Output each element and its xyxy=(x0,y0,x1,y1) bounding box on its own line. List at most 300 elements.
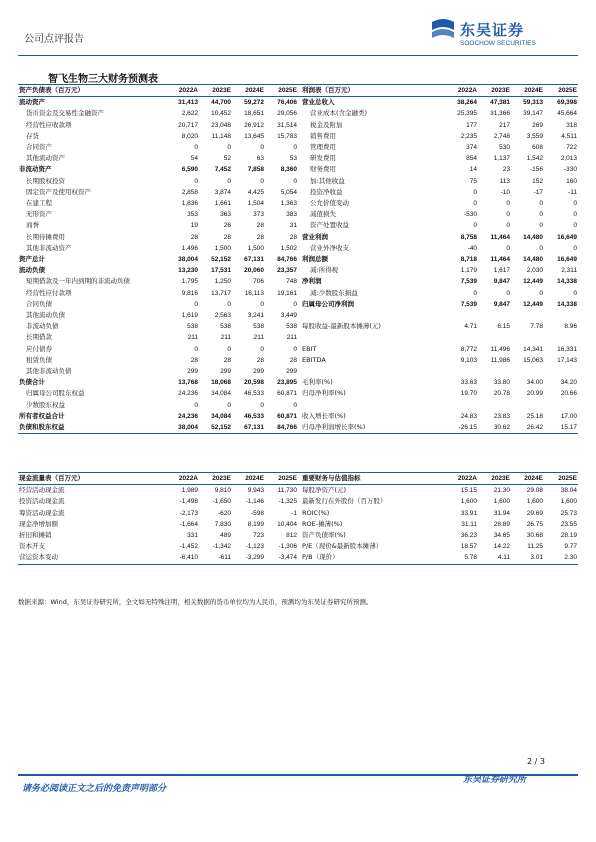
table-cell: 11,464 xyxy=(490,256,510,264)
table-cell: 0 xyxy=(506,211,510,219)
column-header: 2024E xyxy=(245,475,264,482)
table-cell: 0 xyxy=(194,345,198,353)
table-cell: 13,645 xyxy=(244,132,264,140)
table-cell: 0 xyxy=(473,222,477,230)
table-cell: 0 xyxy=(293,401,297,409)
table-cell: 1,496 xyxy=(181,244,198,252)
table-cell: 0 xyxy=(260,177,264,185)
table-cell: -156 xyxy=(529,166,543,174)
table-cell: 无形资产 xyxy=(26,210,52,219)
table-cell: 14,341 xyxy=(523,345,543,353)
table-row xyxy=(18,108,578,119)
table-cell: 合同负债 xyxy=(26,299,52,308)
table-cell: 12,449 xyxy=(523,300,543,308)
table-row xyxy=(18,388,578,399)
table-cell: 合同资产 xyxy=(26,143,52,152)
table-cell: 28 xyxy=(190,233,198,241)
table-cell: 0 xyxy=(506,200,510,208)
table-cell xyxy=(478,332,511,343)
column-header: 2023E xyxy=(491,475,510,482)
table-cell xyxy=(511,400,544,411)
table-cell: 25,395 xyxy=(457,110,477,118)
table-row xyxy=(18,519,578,530)
table-cell: 1,600 xyxy=(526,498,543,506)
table-cell: 331 xyxy=(187,532,198,540)
table-cell: 8,718 xyxy=(460,256,477,264)
table-cell: 52 xyxy=(223,155,231,163)
table-cell: 1,504 xyxy=(247,200,264,208)
column-header: 2025E xyxy=(278,87,297,94)
table-cell: 1,619 xyxy=(181,312,198,320)
table-cell: 299 xyxy=(220,368,231,376)
table-row xyxy=(18,485,578,497)
table-cell: 归属母公司净利润 xyxy=(302,299,354,308)
table-cell: 299 xyxy=(286,368,297,376)
table-cell: 363 xyxy=(220,211,231,219)
table-cell: 7,830 xyxy=(214,520,231,528)
table-cell: 8,758 xyxy=(460,233,477,241)
table-row xyxy=(18,209,578,220)
table-row xyxy=(18,321,578,332)
table-cell: 0 xyxy=(260,401,264,409)
table-cell: 33.63 xyxy=(460,379,477,387)
column-header: 重要财务与估值指标 xyxy=(302,474,361,482)
table-cell: 其他非流动负债 xyxy=(26,367,72,376)
table-cell: 13,717 xyxy=(211,289,231,297)
table-cell: 3,449 xyxy=(280,312,297,320)
table-cell: 长期待摊费用 xyxy=(26,232,65,241)
table-cell: 25.18 xyxy=(526,412,543,420)
report-type-label: 公司点评报告 xyxy=(24,34,84,45)
table-row xyxy=(18,355,578,366)
table-cell: 最新发行在外股份（百万股） xyxy=(302,497,387,506)
table-cell: 1,363 xyxy=(280,200,297,208)
table-cell: 30.62 xyxy=(493,424,510,432)
table-cell: 28.19 xyxy=(560,532,577,540)
table-cell: 1,500 xyxy=(247,244,264,252)
table-row xyxy=(18,220,578,231)
table-cell: 非流动负债 xyxy=(26,322,59,331)
table-cell: 4.71 xyxy=(464,323,477,331)
table-cell: 0 xyxy=(506,289,510,297)
table-cell: 84,766 xyxy=(277,256,297,264)
table-row xyxy=(18,530,578,541)
footer-disclaimer: 请务必阅读正文之后的免责声明部分 xyxy=(22,784,167,794)
table-cell xyxy=(298,400,445,411)
table-cell: 8,360 xyxy=(280,166,297,174)
table-cell: 9,810 xyxy=(214,487,231,495)
table-cell: 长期借款 xyxy=(26,333,52,342)
table-cell: 0 xyxy=(573,222,577,230)
column-header: 2022A xyxy=(457,475,477,482)
table-cell: 18.57 xyxy=(460,543,477,551)
table-cell: -598 xyxy=(250,509,264,517)
table-cell: 13,768 xyxy=(178,379,198,387)
table-cell: 0 xyxy=(227,401,231,409)
table-cell: 38,004 xyxy=(178,256,198,264)
table-cell: 折旧和摊销 xyxy=(19,531,52,540)
table-cell: 1,137 xyxy=(493,155,510,163)
table-cell: 1,542 xyxy=(526,155,543,163)
table-cell: 38,004 xyxy=(178,424,198,432)
table-cell: 12,449 xyxy=(523,278,543,286)
table-cell: -26.15 xyxy=(458,424,477,432)
table-cell: 211 xyxy=(286,334,297,342)
column-header: 2024E xyxy=(524,475,543,482)
table-cell: 69,398 xyxy=(557,99,577,107)
table-cell: 18,068 xyxy=(211,379,231,387)
table-cell: 11,730 xyxy=(277,487,297,495)
soochow-logo-icon xyxy=(430,18,456,48)
page-title: 智飞生物三大财务预测表 xyxy=(48,74,158,85)
column-header: 2023E xyxy=(212,475,231,482)
table-cell: 公允价值变动 xyxy=(310,199,349,208)
table-cell: 29,056 xyxy=(277,110,297,118)
table-cell: 0 xyxy=(194,300,198,308)
table-row xyxy=(18,299,578,310)
table-cell: 18,651 xyxy=(244,110,264,118)
table-cell: 商誉 xyxy=(26,221,39,230)
table-cell: -10 xyxy=(500,188,510,196)
table-cell: 1,836 xyxy=(181,200,198,208)
table-row xyxy=(18,422,578,434)
table-cell: 20,598 xyxy=(244,379,264,387)
table-cell: 152 xyxy=(532,177,543,185)
table-cell: 17,143 xyxy=(557,356,577,364)
table-cell: 0 xyxy=(227,144,231,152)
table-cell: 177 xyxy=(466,121,477,129)
table-cell: 0 xyxy=(260,300,264,308)
table-cell: 748 xyxy=(286,278,297,286)
table-cell: 28.89 xyxy=(493,520,510,528)
footer-institute: 东吴证券研究所 xyxy=(463,775,527,785)
table-cell: 固定资产及使用权资产 xyxy=(26,187,91,196)
table-cell: 60,871 xyxy=(277,412,297,420)
table-cell: 33.80 xyxy=(493,379,510,387)
table-cell: 20.66 xyxy=(560,390,577,398)
table-cell: P/E（现价&最新股本摊薄） xyxy=(302,542,383,551)
table-cell: 60,871 xyxy=(277,390,297,398)
table-cell: 3,241 xyxy=(247,312,264,320)
column-header: 2025E xyxy=(558,475,577,482)
table-cell: 11,148 xyxy=(211,132,231,140)
table-cell: 854 xyxy=(466,155,477,163)
table-cell: 财务费用 xyxy=(310,165,336,174)
table-cell: 14,480 xyxy=(523,233,543,241)
table-cell: 0 xyxy=(227,177,231,185)
table-cell: 45,664 xyxy=(557,110,577,118)
table-cell: 299 xyxy=(253,368,264,376)
table-cell: 14,338 xyxy=(557,300,577,308)
table-cell: -1,146 xyxy=(245,498,264,506)
table-cell: 0 xyxy=(506,244,510,252)
table-cell: 2,858 xyxy=(181,188,198,196)
table-cell: 6,590 xyxy=(181,166,198,174)
table-cell: 利润总额 xyxy=(302,255,328,264)
table-cell: 负债合计 xyxy=(19,378,45,387)
table-cell: 7.78 xyxy=(530,323,543,331)
table-cell: 减值损失 xyxy=(310,210,336,219)
table-cell: 19,161 xyxy=(277,289,297,297)
table-cell: 0 xyxy=(293,144,297,152)
table-cell: 26.75 xyxy=(526,520,543,528)
table-cell: 减:少数股东损益 xyxy=(310,288,358,297)
table-cell: 减:所得税 xyxy=(310,266,339,275)
table-cell: 374 xyxy=(466,144,477,152)
table-cell: -11 xyxy=(568,188,577,196)
table-cell: 9,847 xyxy=(493,300,510,308)
table-cell: 10,452 xyxy=(211,110,231,118)
table-cell: 4.11 xyxy=(497,554,510,562)
table-cell: 经营性应收款项 xyxy=(26,120,72,129)
table-cell: 0 xyxy=(194,401,198,409)
table-cell: 资产负债率(%) xyxy=(302,531,346,540)
table-cell: 每股收益-最新股本摊薄(元) xyxy=(302,322,381,331)
table-cell: 2,563 xyxy=(214,312,231,320)
table-cell: 9,103 xyxy=(460,356,477,364)
table-cell: 1,250 xyxy=(214,278,231,286)
table-cell: -1,306 xyxy=(278,543,297,551)
table-cell: -1,342 xyxy=(212,543,231,551)
table-cell: 46,533 xyxy=(244,412,264,420)
column-header: 2025E xyxy=(558,87,577,94)
table-cell: 26.42 xyxy=(526,424,543,432)
table-cell: 34.65 xyxy=(493,532,510,540)
table-cell: 15,783 xyxy=(277,132,297,140)
table-row xyxy=(18,496,578,507)
table-header-row xyxy=(18,473,578,485)
table-cell: ROE-摊薄(%) xyxy=(302,519,343,528)
table-cell: 217 xyxy=(499,121,510,129)
table-cell: 16,113 xyxy=(244,289,264,297)
table-cell: 0 xyxy=(539,244,543,252)
table-cell: 资本开支 xyxy=(19,542,45,551)
table-cell: 11,464 xyxy=(490,233,510,241)
table-cell: 其他流动资产 xyxy=(26,154,65,163)
table-cell: 租赁负债 xyxy=(26,355,52,364)
table-cell: -6,410 xyxy=(179,554,198,562)
table-cell: 76,406 xyxy=(277,99,297,107)
table-cell: 23.83 xyxy=(493,412,510,420)
table-cell xyxy=(544,332,578,343)
table-cell: 15.17 xyxy=(560,424,577,432)
table-cell: 0 xyxy=(473,200,477,208)
table-cell xyxy=(298,310,445,321)
table-cell: 29.08 xyxy=(526,487,543,495)
table-cell: 0 xyxy=(293,345,297,353)
table-cell: 研发费用 xyxy=(310,154,336,163)
table-cell: 353 xyxy=(187,211,198,219)
table-cell: 加:其他收益 xyxy=(310,176,345,185)
table-cell: 14,338 xyxy=(557,278,577,286)
table-cell: 608 xyxy=(532,144,543,152)
table-cell: 0 xyxy=(473,188,477,196)
table-cell: 2,235 xyxy=(460,132,477,140)
table-cell: 530 xyxy=(499,144,510,152)
table-cell: 5,054 xyxy=(280,188,297,196)
table-cell: 0 xyxy=(539,222,543,230)
table-cell: 36.23 xyxy=(460,532,477,540)
table-cell: 63 xyxy=(256,155,264,163)
table-row xyxy=(18,508,578,519)
table-cell: 23 xyxy=(502,166,510,174)
table-cell: 0 xyxy=(260,345,264,353)
table-cell: 营业成本(含金融类) xyxy=(310,109,368,118)
table-cell: 长期股权投资 xyxy=(26,176,65,185)
table-cell: 23,048 xyxy=(211,121,231,129)
table-cell: 负债和股东权益 xyxy=(19,423,65,432)
column-header: 2022A xyxy=(178,87,198,94)
table-cell: -530 xyxy=(463,211,477,219)
table-row xyxy=(18,153,578,164)
table-cell: 存货 xyxy=(26,131,39,140)
table-cell: 7,539 xyxy=(460,300,477,308)
table-cell: 15,063 xyxy=(523,356,543,364)
page-number: 2 / 3 xyxy=(527,757,545,766)
table-cell: 31,366 xyxy=(490,110,510,118)
table-cell: 管理费用 xyxy=(310,143,336,152)
table-cell xyxy=(478,366,511,377)
column-header: 2023E xyxy=(491,87,510,94)
table-row xyxy=(18,164,578,175)
table-cell xyxy=(445,400,478,411)
table-cell: 0 xyxy=(539,289,543,297)
table-cell: 269 xyxy=(532,121,543,129)
table-cell: 0 xyxy=(573,211,577,219)
table-cell: 营业外净收支 xyxy=(310,243,349,252)
table-row xyxy=(18,176,578,187)
column-header: 2025E xyxy=(278,475,297,482)
table-cell: 53 xyxy=(289,155,297,163)
table-cell: 1,179 xyxy=(460,267,477,275)
table-cell: 14.22 xyxy=(493,543,510,551)
table-cell: 7,539 xyxy=(460,278,477,286)
table-cell: 0 xyxy=(573,289,577,297)
footer-divider xyxy=(18,774,578,776)
table-cell: 723 xyxy=(253,532,264,540)
table-cell: 28 xyxy=(289,356,297,364)
table-cell: 2,748 xyxy=(493,132,510,140)
table-cell: 收入增长率(%) xyxy=(302,411,346,420)
table-cell: 489 xyxy=(220,532,231,540)
column-header: 2022A xyxy=(178,475,198,482)
table-cell: 14 xyxy=(469,166,477,174)
table-cell: 流动资产 xyxy=(19,98,45,107)
table-cell: 14,480 xyxy=(523,256,543,264)
table-cell: -17 xyxy=(533,188,543,196)
table-row xyxy=(18,541,578,552)
table-cell: 538 xyxy=(220,323,231,331)
table-cell: 9.77 xyxy=(564,543,577,551)
table-cell: 1,500 xyxy=(214,244,231,252)
header-divider xyxy=(18,55,578,56)
table-cell: 538 xyxy=(253,323,264,331)
table-cell xyxy=(544,310,578,321)
table-cell: 4,425 xyxy=(247,188,264,196)
table-cell: 资产处置收益 xyxy=(310,221,349,230)
table-cell xyxy=(511,366,544,377)
table-cell: 23.55 xyxy=(560,520,577,528)
table-cell: 2.30 xyxy=(564,554,577,562)
table-cell: 经营活动现金流 xyxy=(19,486,65,495)
table-row xyxy=(18,366,578,377)
table-cell: 19.70 xyxy=(460,390,477,398)
logo-english-name: SOOCHOW SECURITIES xyxy=(460,40,536,47)
table-cell: 383 xyxy=(286,211,297,219)
column-header: 资产负债表（百万元） xyxy=(19,86,84,94)
table-cell: 0 xyxy=(194,144,198,152)
table-cell: -3,299 xyxy=(245,554,264,562)
table-cell: -1,498 xyxy=(179,498,198,506)
table-row xyxy=(18,310,578,321)
table-cell: EBITDA xyxy=(302,355,326,364)
table-cell: 28 xyxy=(190,356,198,364)
table-cell: 52,152 xyxy=(211,256,231,264)
table-cell: 46,533 xyxy=(244,390,264,398)
table-cell: 每股净资产(元) xyxy=(302,486,347,495)
table-cell: 211 xyxy=(253,334,264,342)
table-cell: 5.78 xyxy=(464,554,477,562)
table-row xyxy=(18,332,578,343)
table-cell: 投资活动现金流 xyxy=(19,497,65,506)
table-header-row xyxy=(18,85,578,97)
table-cell: EBIT xyxy=(302,344,317,353)
table-cell: -40 xyxy=(467,244,477,252)
table-cell: 13,230 xyxy=(178,267,198,275)
table-cell xyxy=(478,310,511,321)
table-cell: 11.25 xyxy=(527,543,543,551)
logo-chinese-name: 东吴证券 xyxy=(460,21,525,39)
table-cell: 25.73 xyxy=(560,509,577,517)
table-cell: 20,717 xyxy=(178,121,198,129)
table-cell: 34,084 xyxy=(211,412,231,420)
table-cell: -3,474 xyxy=(278,554,297,562)
table-row xyxy=(18,288,578,299)
table-cell: 9,847 xyxy=(493,278,510,286)
table-row xyxy=(18,411,578,422)
table-cell: 8,199 xyxy=(247,520,264,528)
table-cell: 7,452 xyxy=(214,166,231,174)
table-cell: 6.15 xyxy=(497,323,510,331)
table-cell: -1,452 xyxy=(179,543,198,551)
table-cell: 11,986 xyxy=(490,356,510,364)
table-cell: 160 xyxy=(566,177,577,185)
table-cell: 16,649 xyxy=(557,256,577,264)
table-cell: 4,511 xyxy=(561,132,577,140)
table-cell: 33.91 xyxy=(460,509,477,517)
data-source-note: 数据来源：Wind，东吴证券研究所，全文如无特殊注明，相关数据的货币单位均为人民币，预测均为东吴证券研究所预测。 xyxy=(18,598,373,606)
table-cell: 17,531 xyxy=(211,267,231,275)
table-cell: 销售费用 xyxy=(310,131,336,140)
table-cell: 2,311 xyxy=(561,267,577,275)
table-cell: 应付债券 xyxy=(26,344,52,353)
table-cell: ROIC(%) xyxy=(302,508,330,517)
table-cell: 21.30 xyxy=(493,487,510,495)
table-cell: 812 xyxy=(286,532,297,540)
table-cell: 19 xyxy=(190,222,198,230)
table-cell: 538 xyxy=(187,323,198,331)
table-cell: 26 xyxy=(223,222,231,230)
table-cell: 28 xyxy=(256,356,264,364)
table-cell: 318 xyxy=(566,121,577,129)
table-cell: 211 xyxy=(187,334,198,342)
table-row xyxy=(18,344,578,355)
table-cell: -1,650 xyxy=(212,498,231,506)
column-header: 2024E xyxy=(245,87,264,94)
table-cell: 538 xyxy=(286,323,297,331)
table-cell xyxy=(298,332,445,343)
table-cell: 0 xyxy=(473,289,477,297)
